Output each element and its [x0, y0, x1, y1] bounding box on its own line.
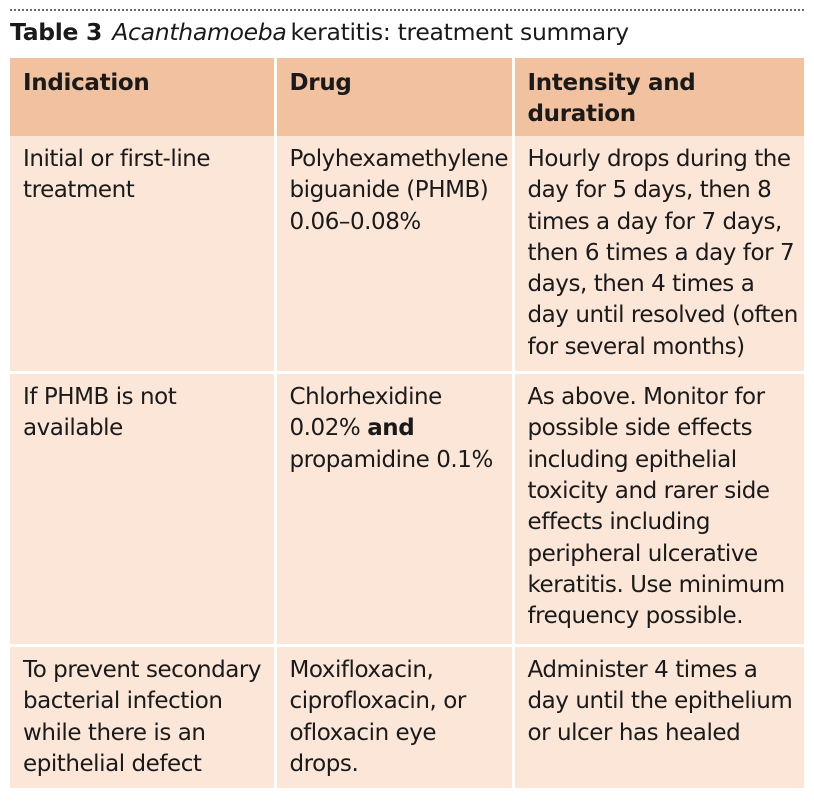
cell-intensity: As above. Monitor for possible side effects including epithelial toxicity and rarer side effects including peripheral ulcerative keratitis. Use minimum frequency possible. [513, 373, 804, 646]
drug-text: Chlorhexidine 0.02% [289, 384, 442, 442]
caption-rest: keratitis: treatment summary [290, 18, 629, 46]
top-dotted-rule [10, 9, 804, 11]
caption-label: Table 3 [10, 18, 103, 46]
header-intensity-duration: Intensity and duration [513, 58, 804, 136]
drug-conjunction: and [367, 415, 415, 442]
cell-drug: Moxifloxacin, ciprofloxacin, or ofloxacin eye drops. [275, 646, 513, 789]
header-row [10, 58, 804, 136]
cell-drug [275, 373, 513, 646]
treatment-summary-table [10, 58, 804, 788]
header-drug: Drug [275, 58, 513, 136]
table-caption [10, 17, 629, 47]
table-row [10, 136, 804, 373]
cell-indication: If PHMB is not available [10, 373, 275, 646]
cell-indication: To prevent secondary bacterial infection while there is an epithelial defect [10, 646, 275, 789]
table-row [10, 646, 804, 789]
cell-indication: Initial or first-line treatment [23, 146, 211, 204]
header-indication: Indication [10, 58, 275, 136]
cell-intensity: Administer 4 times a day until the epithelium or ulcer has healed [513, 646, 804, 789]
table-row [10, 373, 804, 646]
cell-intensity: Hourly drops during the day for 5 days, then 8 times a day for 7 days, then 6 times a day for 7 days, then 4 times a day until resolved (often for several months) [513, 136, 804, 373]
caption-genus: Acanthamoeba [112, 18, 287, 46]
drug-text: propamidine 0.1% [289, 446, 493, 473]
cell-drug: Polyhexamethylene biguanide (PHMB) 0.06–0.08% [275, 136, 513, 373]
